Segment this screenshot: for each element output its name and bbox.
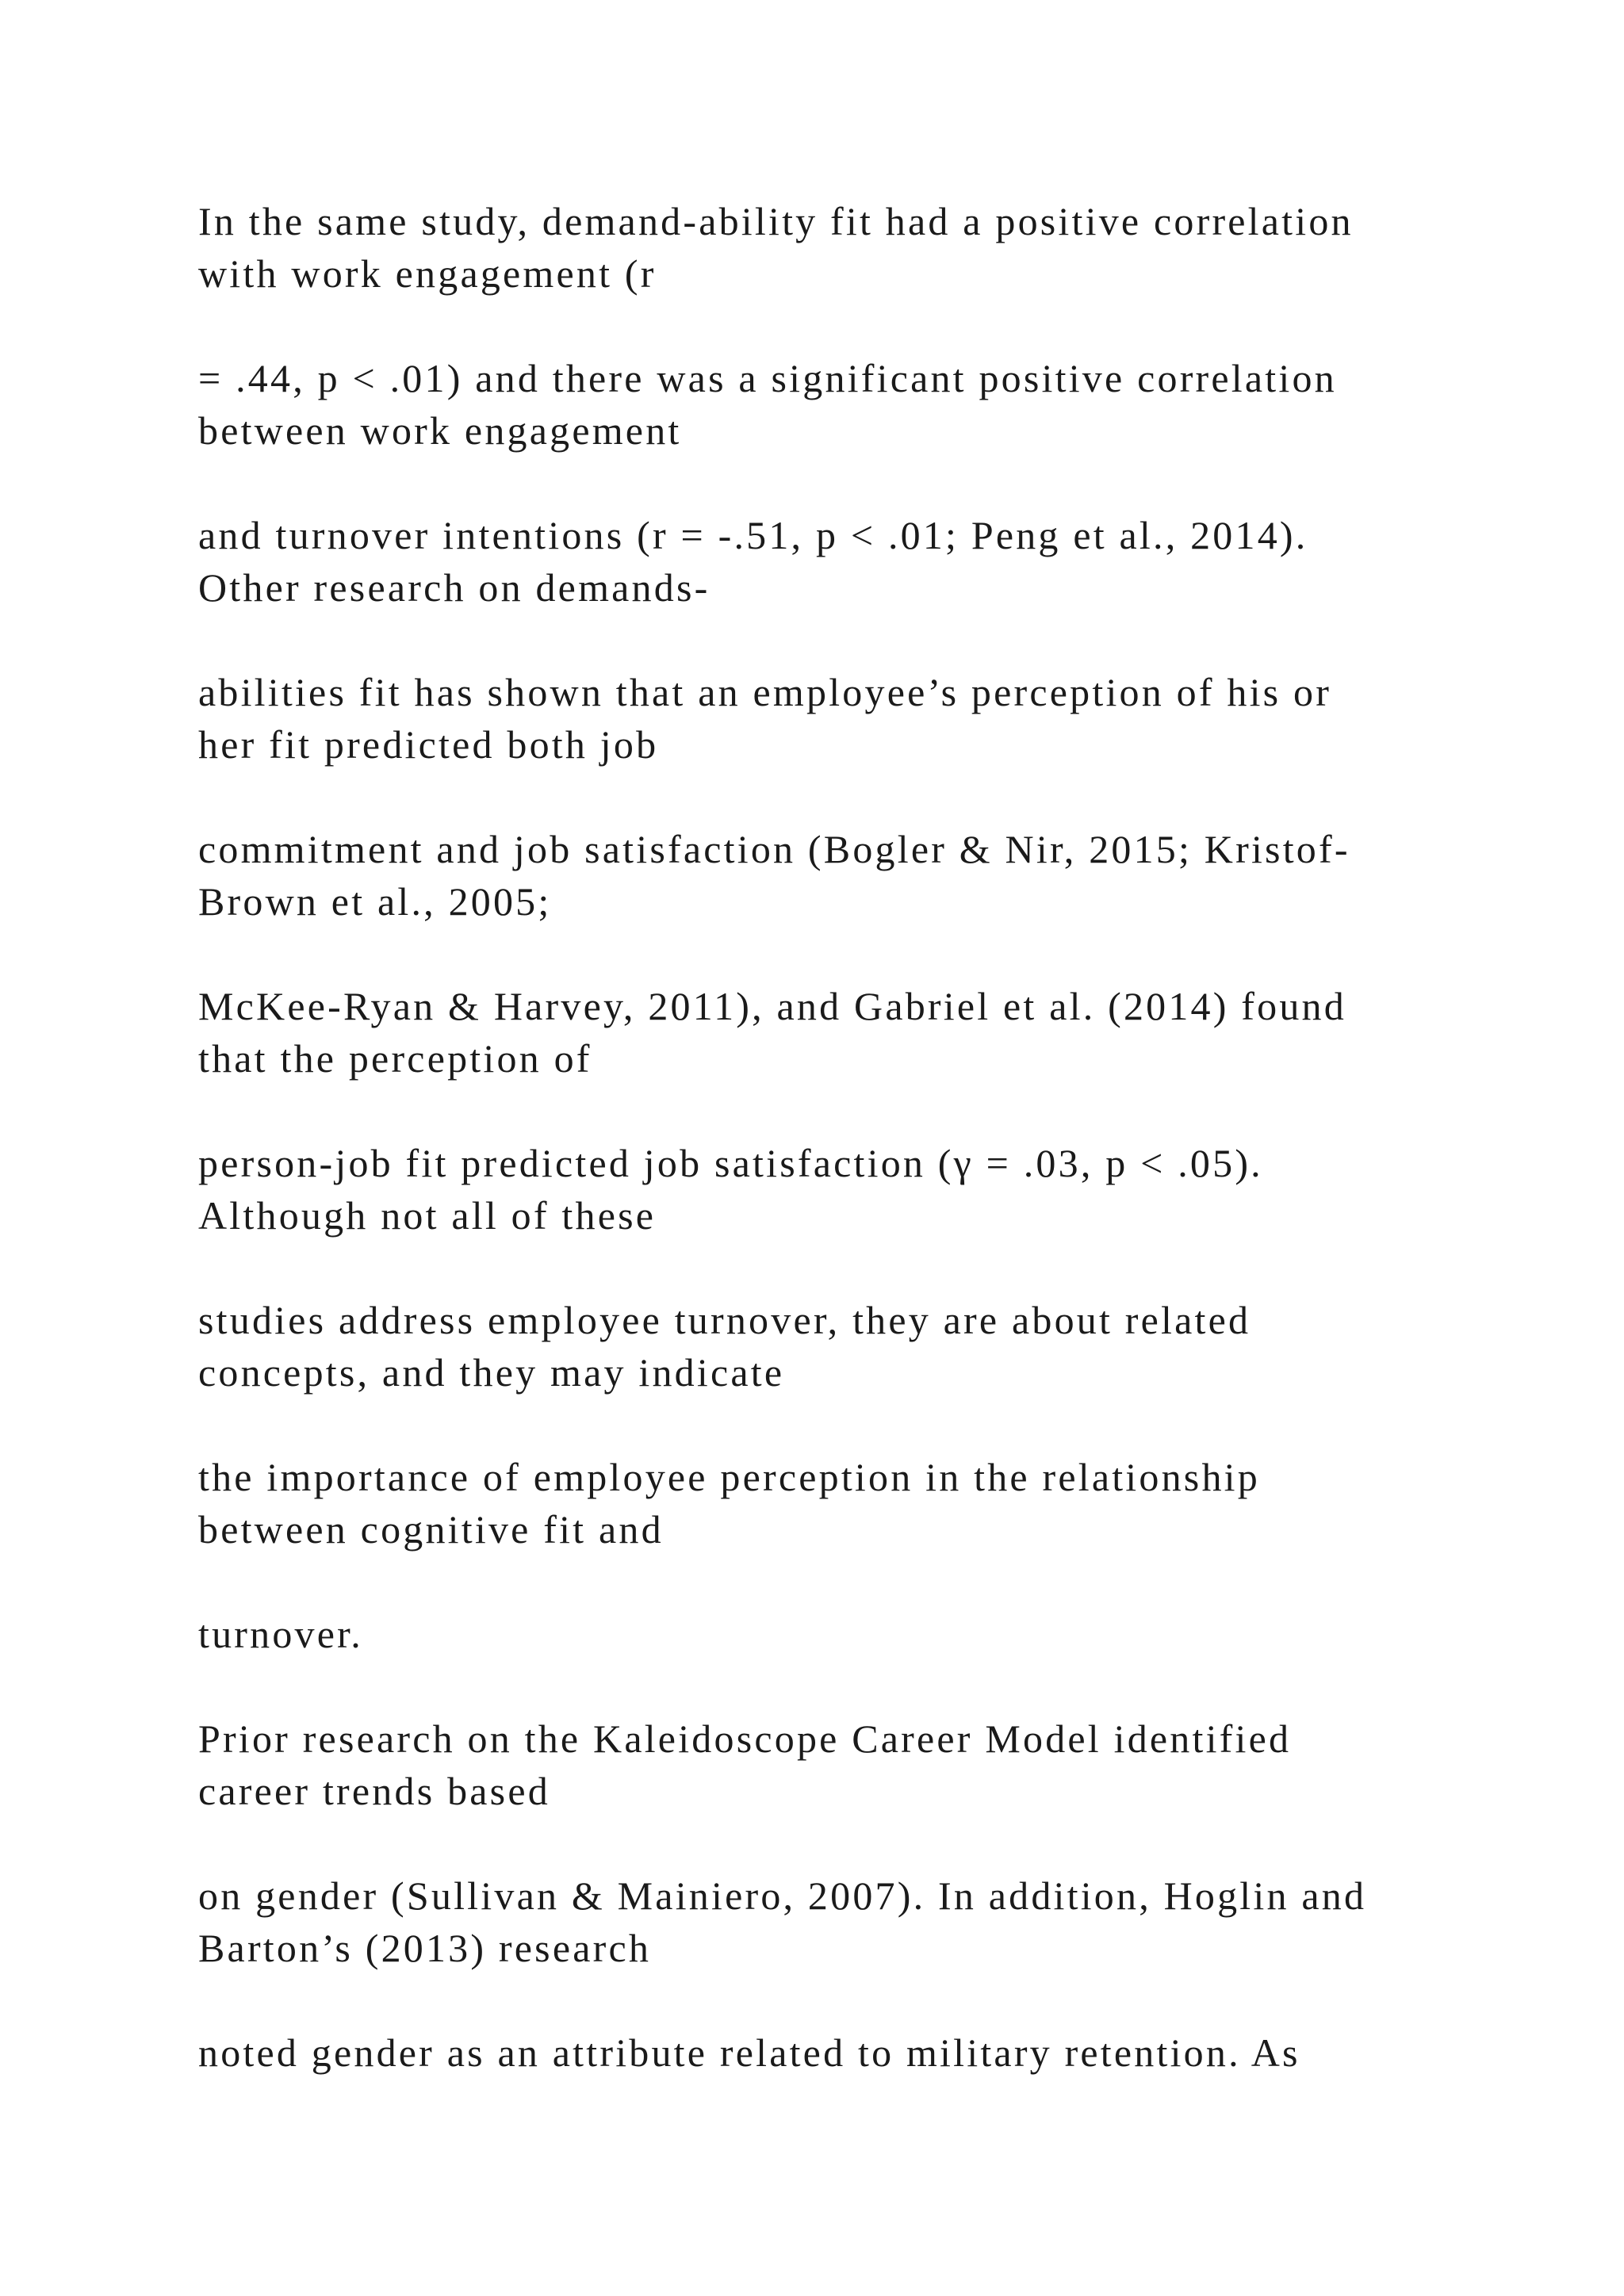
text-line: Although not all of these [198,1193,657,1238]
text-line: her fit predicted both job [198,722,659,767]
text-line: turnover. [198,1612,363,1656]
paragraph [198,1608,1507,1660]
paragraph [198,1137,1507,1242]
paragraph [198,1869,1507,1974]
text-line: noted gender as an attribute related to military retention. As [198,2030,1300,2075]
text-line: person-job fit predicted job satisfaction (γ = .03, p < .05). [198,1141,1263,1185]
paragraph [198,823,1507,928]
paragraph [198,195,1507,300]
text-line: In the same study, demand-ability fit had a positive correlation [198,199,1354,243]
text-line: studies address employee turnover, they are about related [198,1298,1251,1342]
text-line: abilities fit has shown that an employee’s perception of his or [198,670,1332,714]
text-line: Prior research on the Kaleidoscope Career Model identified [198,1716,1292,1761]
text-line: on gender (Sullivan & Mainiero, 2007). In addition, Hoglin and [198,1873,1367,1918]
paragraph [198,509,1507,614]
text-line: between cognitive fit and [198,1507,664,1552]
paragraph [198,666,1507,771]
body-text [198,195,1507,2131]
text-line: and turnover intentions (r = -.51, p < .01; Peng et al., 2014). [198,513,1308,557]
paragraph [198,1294,1507,1399]
text-line: McKee-Ryan & Harvey, 2011), and Gabriel et al. (2014) found [198,984,1346,1028]
paragraph [198,1451,1507,1556]
text-line: career trends based [198,1769,550,1813]
text-line: Other research on demands- [198,565,710,610]
text-line: commitment and job satisfaction (Bogler & Nir, 2015; Kristof- [198,827,1350,871]
paragraph [198,352,1507,457]
paragraph [198,1712,1507,1817]
paragraph [198,980,1507,1085]
text-line: Barton’s (2013) research [198,1926,652,1970]
paragraph [198,2026,1507,2079]
text-line: concepts, and they may indicate [198,1350,785,1395]
text-line: between work engagement [198,408,682,453]
text-line: with work engagement (r [198,251,657,296]
text-line: that the perception of [198,1036,592,1081]
text-line: Brown et al., 2005; [198,879,552,924]
text-line: the importance of employee perception in the relationship [198,1455,1260,1499]
text-line: = .44, p < .01) and there was a significant positive correlation [198,356,1337,400]
